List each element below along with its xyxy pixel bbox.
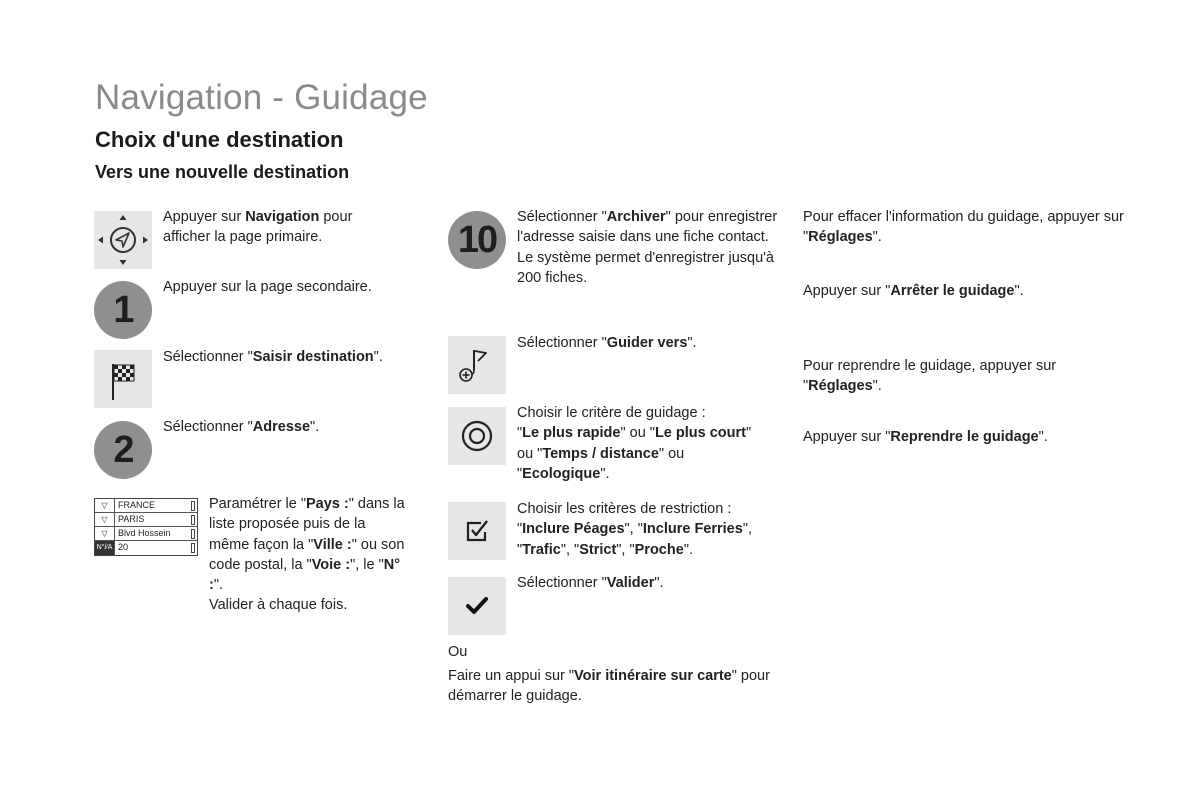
step-guidage-criteria-text: Choisir le critère de guidage : "Le plus rapide" ou "Le plus court" ou "Temps / distance" ou "Ecologique". (517, 405, 752, 482)
step-navigation-text: Appuyer sur Navigation pour afficher la page primaire. (163, 209, 353, 246)
step-secondary-page-text: Appuyer sur la page secondaire. (163, 279, 372, 295)
checkered-flag-icon (94, 350, 152, 408)
right-reprendre-guidage-text: Appuyer sur "Reprendre le guidage". (803, 429, 1048, 445)
form-row-street: ▽ Blvd Hossein (95, 527, 197, 541)
step-10-badge: 10 (448, 211, 506, 269)
step-address-params-text: Paramétrer le "Pays :" dans la liste proposée puis de la même façon la "Ville :" ou son code postal, la "Voie :", le "N° :". Valider à chaque fois. (209, 496, 405, 614)
right-reprendre-info-text: Pour reprendre le guidage, appuyer sur "Réglages". (803, 358, 1057, 395)
step-archiver-text: Sélectionner "Archiver" pour enregistrer l'adresse saisie dans une fiche contact. Le système permet d'enregistrer jusqu'à 200 fiches. (517, 209, 778, 286)
address-form-thumbnail (94, 498, 198, 556)
step-adresse-text: Sélectionner "Adresse". (163, 419, 320, 435)
step-voir-itineraire-text: Faire un appui sur "Voir itinéraire sur carte" pour démarrer le guidage. (448, 668, 770, 705)
right-arreter-guidage-text: Appuyer sur "Arrêter le guidage". (803, 283, 1024, 299)
checkmark-icon (448, 577, 506, 635)
target-icon (448, 407, 506, 465)
step-2-badge: 2 (94, 421, 152, 479)
section-heading: Choix d'une destination (95, 127, 344, 152)
ou-text: Ou (448, 644, 468, 660)
step-1-badge: 1 (94, 281, 152, 339)
page-title: Navigation - Guidage (95, 78, 428, 117)
form-row-country: ▽ FRANCE (95, 499, 197, 513)
right-effacer-guidage-text: Pour effacer l'information du guidage, appuyer sur "Réglages". (803, 209, 1124, 246)
form-row-city: ▽ PARIS (95, 513, 197, 527)
step-saisir-destination-text: Sélectionner "Saisir destination". (163, 349, 383, 365)
form-row-number: N°/⁄A 20 (95, 541, 197, 555)
step-guider-vers-text: Sélectionner "Guider vers". (517, 335, 697, 351)
checkbox-icon (448, 502, 506, 560)
step-restriction-criteria-text: Choisir les critères de restriction : "Inclure Péages", "Inclure Ferries", "Trafic", "Strict", "Proche". (517, 501, 752, 558)
navigation-joystick-icon (94, 211, 152, 269)
guide-flag-icon (448, 336, 506, 394)
step-valider-text: Sélectionner "Valider". (517, 575, 664, 591)
section-subheading: Vers une nouvelle destination (95, 162, 350, 182)
